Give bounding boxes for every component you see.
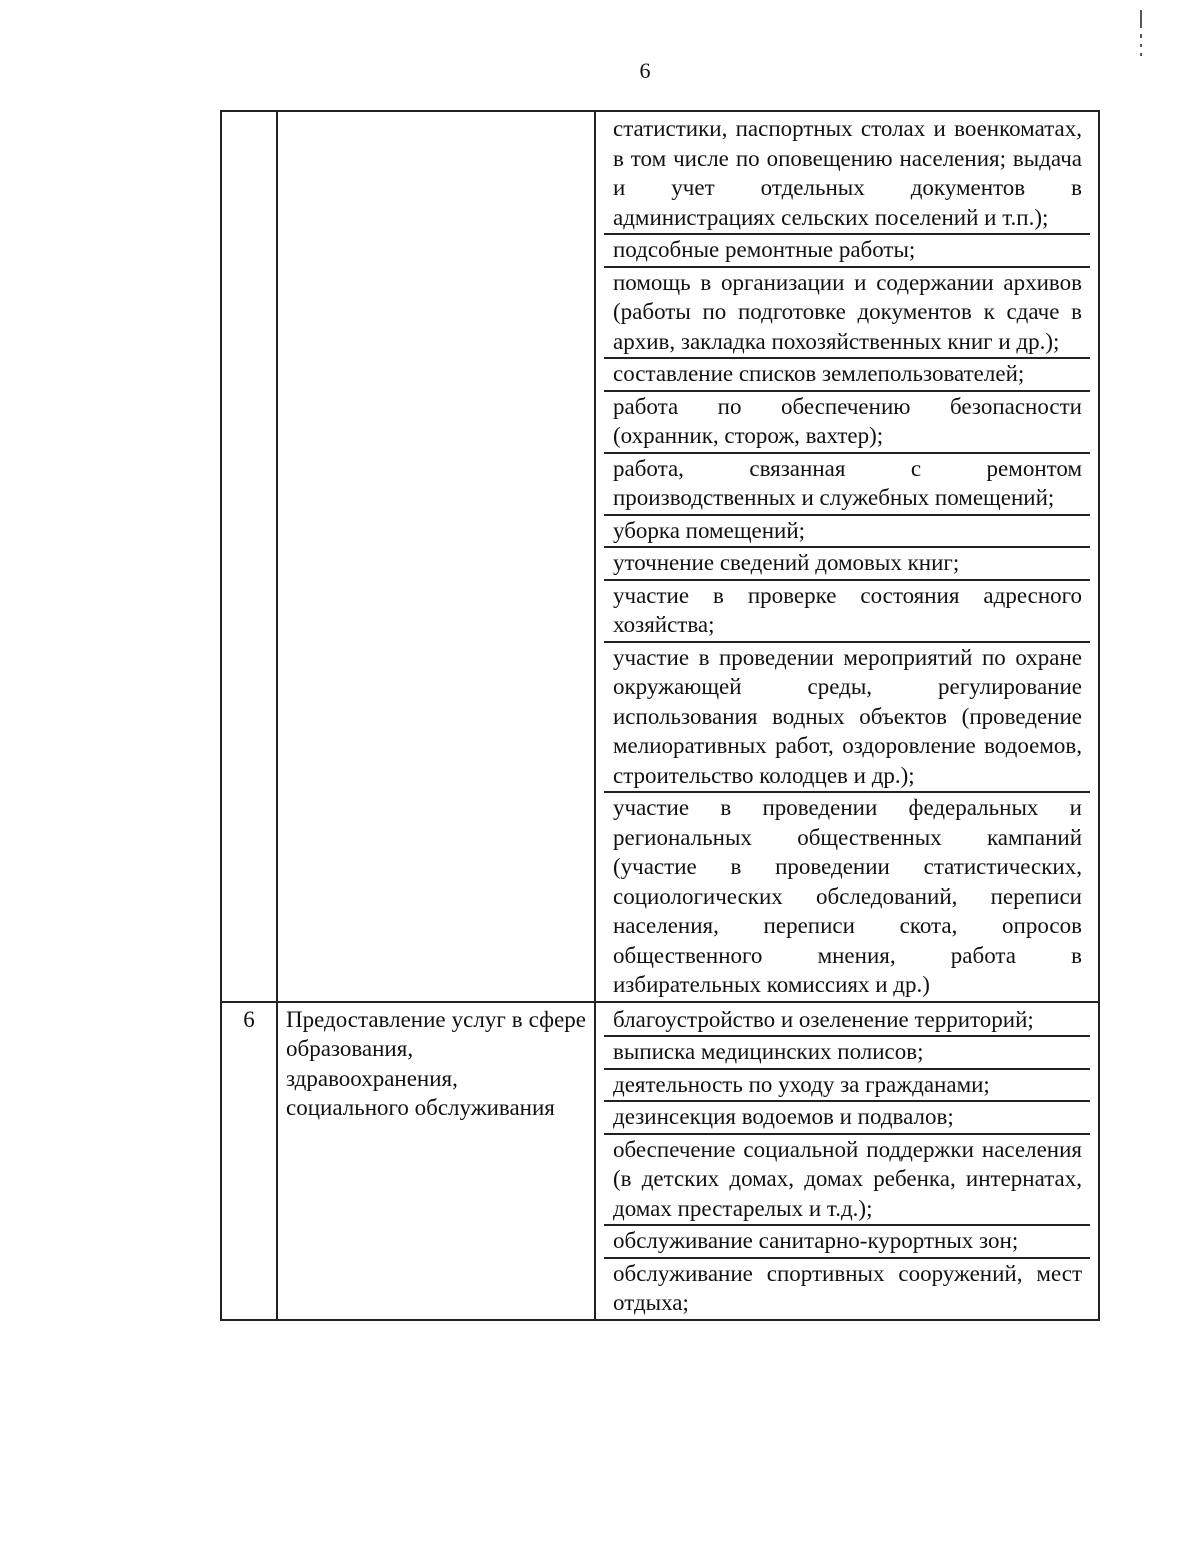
work-type-item: составление списков землепользователей; <box>604 357 1090 390</box>
work-type-item: обслуживание санитарно-курортных зон; <box>604 1224 1090 1257</box>
work-type-item: работа по обеспечению безопасности (охранник, сторож, вахтер); <box>604 390 1090 452</box>
table-row <box>221 1002 1099 1320</box>
row-number-cell <box>221 111 277 1002</box>
work-type-item: уточнение сведений домовых книг; <box>604 546 1090 579</box>
work-types-cell <box>595 111 1099 1002</box>
service-type-cell: Предоставление услуг в сфере образования, здравоохранения, социального обслуживания <box>277 1002 595 1320</box>
work-type-item: обслуживание спортивных сооружений, мест отдыха; <box>604 1257 1090 1319</box>
work-type-item: работа, связанная с ремонтом производственных и служебных помещений; <box>604 452 1090 514</box>
work-type-item: помощь в организации и содержании архивов (работы по подготовке документов к сдаче в архив, закладка похозяйственных книг и др.); <box>604 266 1090 358</box>
work-type-item: обеспечение социальной поддержки населения (в детских домах, домах ребенка, интернатах, домах престарелых и т.д.); <box>604 1133 1090 1225</box>
work-type-item: статистики, паспортных столах и военкоматах, в том числе по оповещению населения; выдача и учет отдельных документов в администрациях сельских поселений и т.п.); <box>613 116 1082 230</box>
page-number: 6 <box>639 58 651 83</box>
row-number-cell: 6 <box>221 1002 277 1320</box>
work-type-item: благоустройство и озеленение территорий; <box>613 1006 1034 1032</box>
work-types-cell <box>595 1002 1099 1320</box>
table-row <box>221 111 1099 1002</box>
work-type-item: участие в проведении мероприятий по охране окружающей среды, регулирование использования водных объектов (проведение мелиоративных работ, оздоровление водоемов, строительство колодцев и др.); <box>604 641 1090 792</box>
work-types-list <box>604 114 1090 1001</box>
work-type-item: уборка помещений; <box>604 514 1090 547</box>
work-type-item: участие в проведении федеральных и региональных общественных кампаний (участие в проведении статистических, социологических обследований, переписи населения, переписи скота, опросов общественного мнения, работа в избирательных комиссиях и др.) <box>604 791 1090 1001</box>
work-type-item: подсобные ремонтные работы; <box>604 233 1090 266</box>
work-type-item: участие в проверке состояния адресного хозяйства; <box>604 579 1090 641</box>
work-type-item: выписка медицинских полисов; <box>604 1035 1090 1068</box>
margin-scan-marks <box>1140 10 1144 62</box>
activities-table <box>220 110 1100 1321</box>
work-type-item: деятельность по уходу за гражданами; <box>604 1068 1090 1101</box>
service-type-cell <box>277 111 595 1002</box>
work-type-item: дезинсекция водоемов и подвалов; <box>604 1100 1090 1133</box>
work-types-list <box>604 1005 1090 1319</box>
